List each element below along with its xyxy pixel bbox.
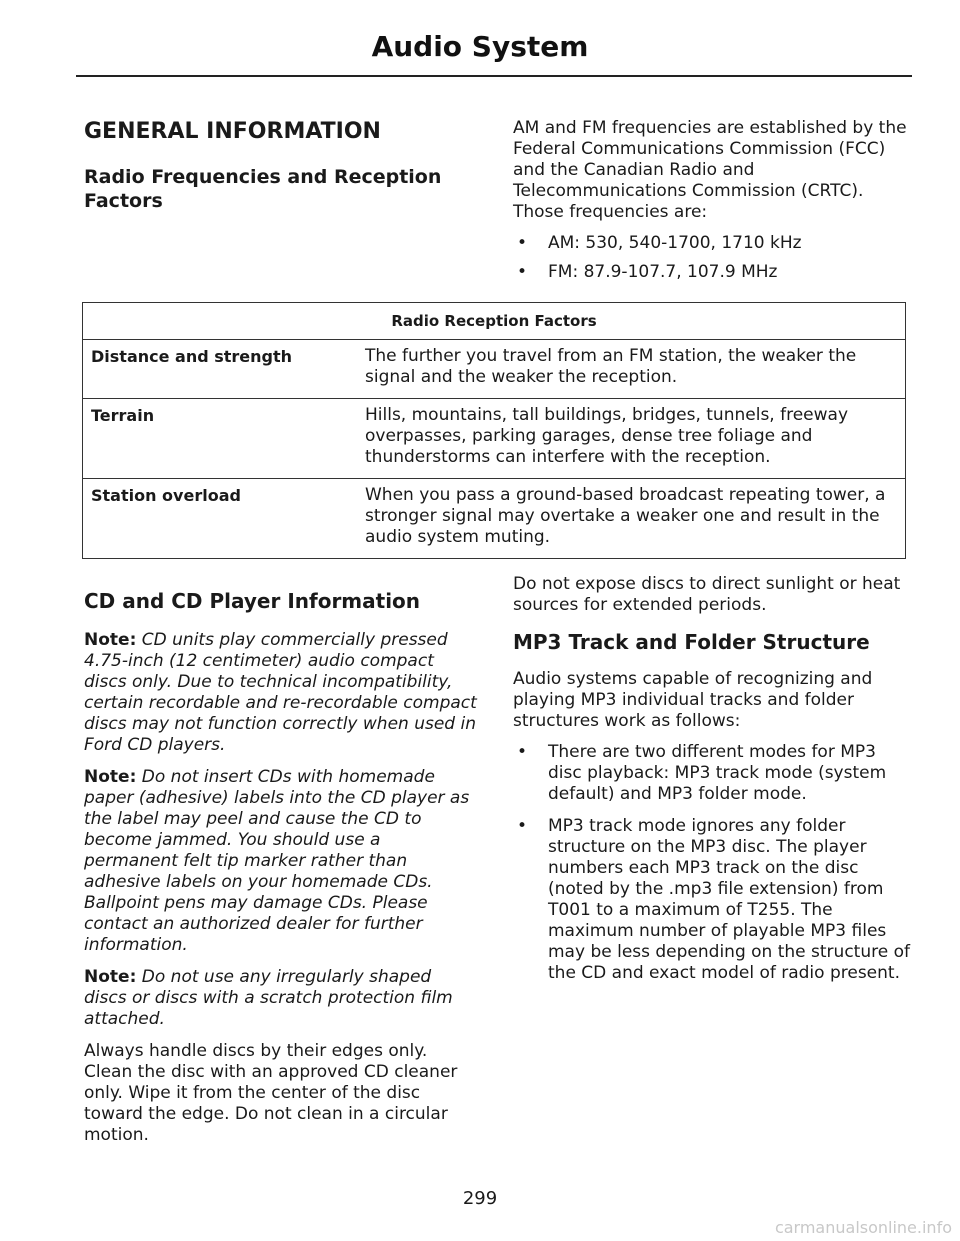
table-row	[83, 479, 906, 559]
factor-cell: Distance and strength	[83, 340, 358, 399]
note-label: Note:	[84, 630, 137, 650]
list-item: • There are two different modes for MP3 disc playback: MP3 track mode (system default) and MP3 folder mode.	[513, 742, 911, 805]
general-information-section	[84, 118, 484, 213]
frequencies-list	[513, 233, 911, 283]
page-title: Audio System	[371, 30, 589, 63]
general-information-heading: GENERAL INFORMATION	[84, 119, 381, 144]
list-item: • MP3 track mode ignores any folder structure on the MP3 disc. The player numbers each MP3 track on the disc (noted by the .mp3 file extension) from T001 to a maximum of T255. The maximum number of playable MP3 files may be less depending on the structure of the CD and exact model of radio present.	[513, 816, 911, 984]
list-item: • FM: 87.9-107.7, 107.9 MHz	[513, 262, 911, 283]
list-item: • AM: 530, 540-1700, 1710 kHz	[513, 233, 911, 254]
mp3-section	[513, 574, 911, 984]
page-number: 299	[462, 1188, 498, 1209]
mp3-heading: MP3 Track and Folder Structure	[513, 630, 870, 654]
note-text: Do not insert CDs with homemade paper (adhesive) labels into the CD player as the label may peel and cause the CD to become jammed. You should use a permanent felt tip marker rather than adhesive labels on your homemade CDs. Ballpoint pens may damage CDs. Please contact an authorized dealer for further information.	[84, 767, 470, 955]
description-cell: The further you travel from an FM station, the weaker the signal and the weaker the reception.	[357, 340, 906, 399]
table-row	[83, 399, 906, 479]
factor-cell: Station overload	[83, 479, 358, 559]
table-title: Radio Reception Factors	[83, 303, 906, 340]
frequencies-section	[513, 118, 911, 283]
frequencies-paragraph: AM and FM frequencies are established by the Federal Communications Commission (FCC) and the Canadian Radio and Telecommunications Commission (CRTC). Those frequencies are:	[513, 118, 907, 222]
note-text: CD units play commercially pressed 4.75-inch (12 centimeter) audio compact discs only. Due to technical incompatibility, certain recordable and re-recordable compact discs may not function correctly when used in Ford CD players.	[84, 630, 477, 755]
note-label: Note:	[84, 967, 137, 987]
radio-frequencies-heading: Radio Frequencies and Reception Factors	[84, 166, 442, 212]
note-paragraph	[84, 767, 479, 956]
mp3-list	[513, 742, 911, 984]
factor-cell: Terrain	[83, 399, 358, 479]
note-text: Do not use any irregularly shaped discs or discs with a scratch protection film attached.	[84, 967, 453, 1029]
note-paragraph	[84, 630, 479, 756]
note-label: Note:	[84, 767, 137, 787]
table-row	[83, 340, 906, 399]
header-divider	[76, 75, 912, 77]
cd-information-heading: CD and CD Player Information	[84, 589, 421, 613]
mp3-intro-paragraph: Audio systems capable of recognizing and playing MP3 individual tracks and folder structures work as follows:	[513, 669, 873, 731]
cd-information-section	[84, 589, 479, 1146]
watermark: carmanualsonline.info	[774, 1218, 952, 1237]
description-cell: Hills, mountains, tall buildings, bridges, tunnels, freeway overpasses, parking garages, dense tree foliage and thunderstorms can interfere with the reception.	[357, 399, 906, 479]
description-cell: When you pass a ground-based broadcast repeating tower, a stronger signal may overtake a weaker one and result in the audio system muting.	[357, 479, 906, 559]
sunlight-paragraph: Do not expose discs to direct sunlight or heat sources for extended periods.	[513, 574, 901, 615]
handling-paragraph: Always handle discs by their edges only. Clean the disc with an approved CD cleaner only. Wipe it from the center of the disc toward the edge. Do not clean in a circular motion.	[84, 1041, 458, 1145]
radio-reception-table	[82, 302, 906, 559]
note-paragraph	[84, 967, 479, 1030]
